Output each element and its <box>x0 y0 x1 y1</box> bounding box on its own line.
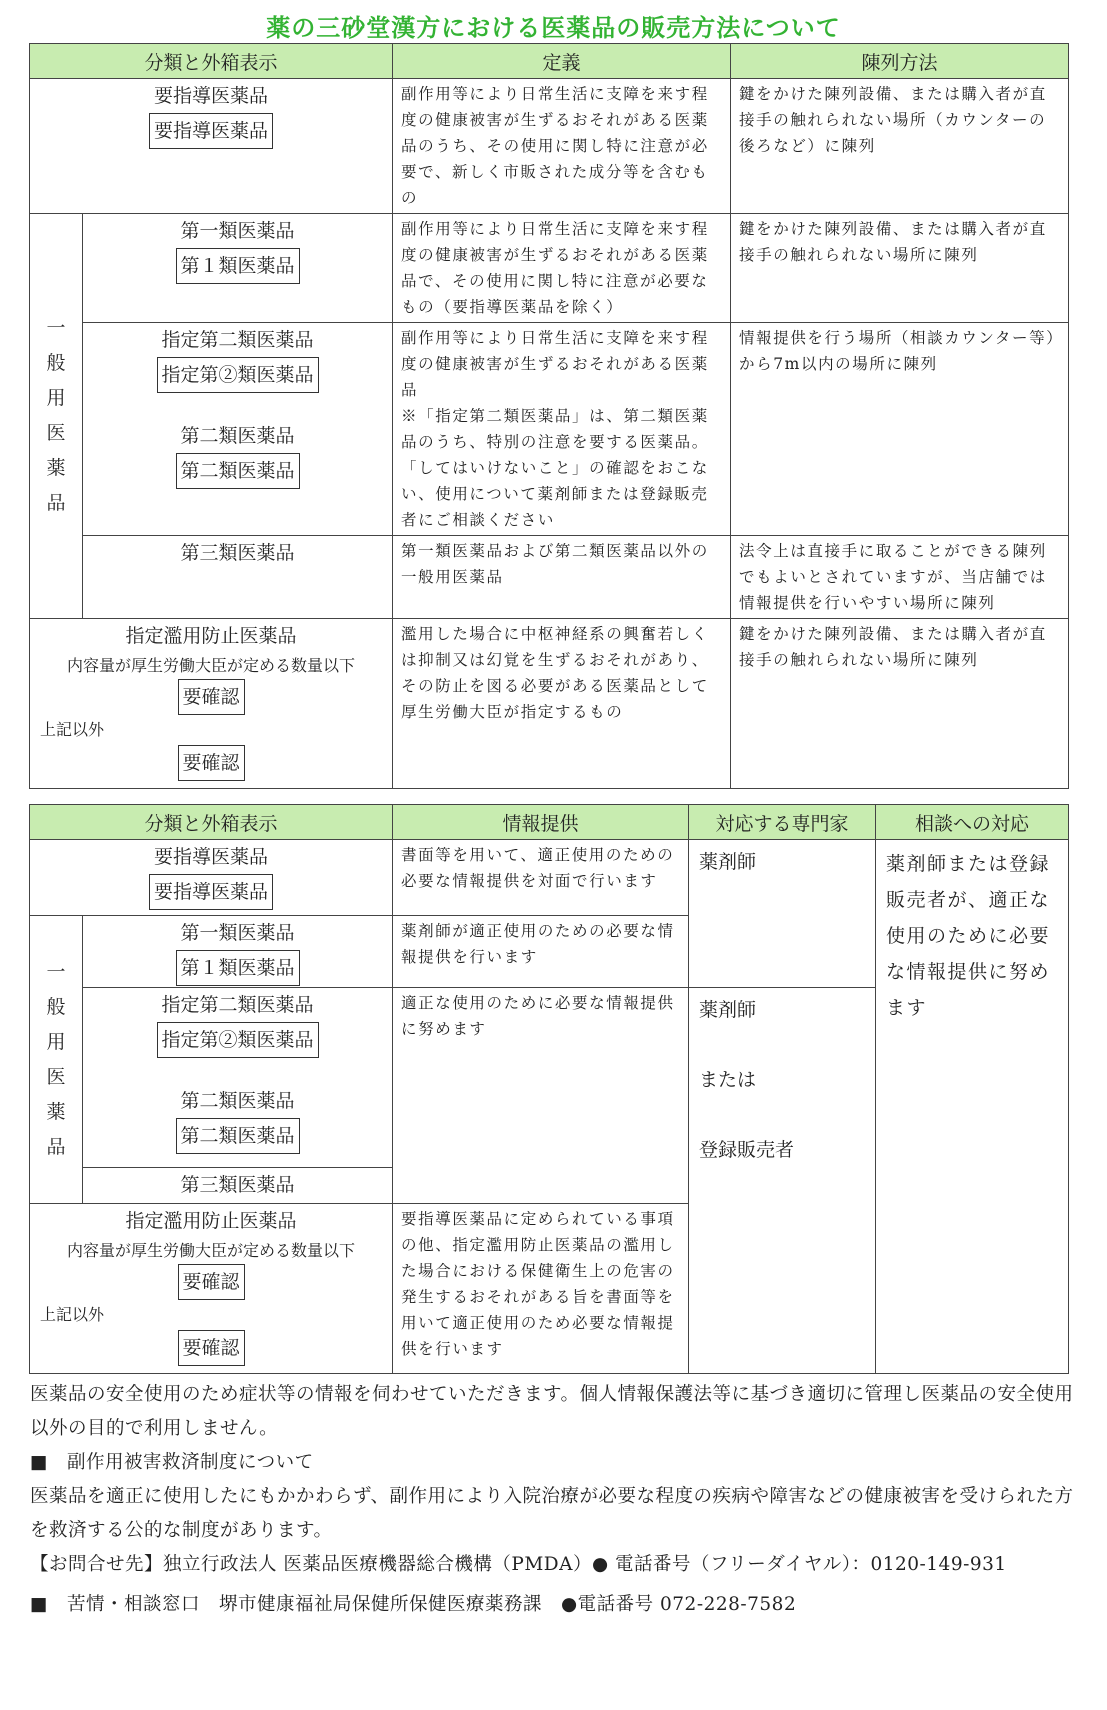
ranyou-sub: 内容量が厚生労働大臣が定める数量以下 <box>67 656 356 675</box>
t2-ranyou-label-1: 要確認 <box>178 1264 245 1300</box>
ippan-label: 一 般 用 医 薬 品 <box>30 214 83 619</box>
dai2-cell <box>83 323 393 536</box>
info-provision-table <box>29 804 1069 1374</box>
dai1-cell <box>83 214 393 323</box>
t2-youshidou-name: 要指導医薬品 <box>154 846 269 868</box>
t2-dai2-info: 適正な使用のために必要な情報提供に努めます <box>393 988 689 1204</box>
ranyou-label-1: 要確認 <box>178 679 245 715</box>
expert-pharmacist-or-seller <box>689 988 876 1374</box>
t2-dai1-info: 薬剤師が適正使用のための必要な情報提供を行います <box>393 916 689 988</box>
t2-ranyou-label-2: 要確認 <box>178 1330 245 1366</box>
dai1-definition: 副作用等により日常生活に支障を来す程度の健康被害が生ずるおそれがある医薬品で、その使用に関し特に注意が必要なもの（要指導医薬品を除く） <box>393 214 731 323</box>
relief-text: 医薬品を適正に使用したにもかかわらず、副作用により入院治療が必要な程度の疾病や障害などの健康被害を受けられた方を救済する公的な制度があります。 <box>30 1486 1074 1541</box>
t2-ranyou-cell <box>30 1204 393 1374</box>
t2-ippan-label: 一 般 用 医 薬 品 <box>30 916 83 1204</box>
shitei-dai2-name: 指定第二類医薬品 <box>161 329 314 351</box>
t2-dai1-name: 第一類医薬品 <box>180 922 295 944</box>
consult-text: 薬剤師または登録販売者が、適正な使用のために必要な情報提供に努めます <box>876 840 1069 1374</box>
dai2-name: 第二類医薬品 <box>180 425 295 447</box>
t2-dai2-cell <box>83 988 393 1168</box>
t2-dai2-label: 第二類医薬品 <box>176 1118 300 1154</box>
dai2-definition: 副作用等により日常生活に支障を来す程度の健康被害が生ずるおそれがある医薬品 ※「指定第二類医薬品」は、第二類医薬品のうち、特別の注意を要する医薬品。「してはいけないこと」の確認をおこない、使用について薬剤師または登録販売者にご相談ください <box>393 323 731 536</box>
youshidou-name: 要指導医薬品 <box>154 85 269 107</box>
header2-classification: 分類と外箱表示 <box>30 805 393 840</box>
t2-youshidou-cell <box>30 840 393 916</box>
youshidou-display: 鍵をかけた陳列設備、または購入者が直接手の触れられない場所（カウンターの後ろなど）に陳列 <box>731 79 1069 214</box>
t2-shitei-dai2-label: 指定第②類医薬品 <box>157 1022 319 1058</box>
t2-ranyou-other: 上記以外 <box>40 1305 105 1324</box>
page-title: 薬の三砂堂漢方における医薬品の販売方法について <box>266 14 841 42</box>
ranyou-name: 指定濫用防止医薬品 <box>125 625 297 647</box>
header2-expert: 対応する専門家 <box>689 805 876 840</box>
dai1-display: 鍵をかけた陳列設備、または購入者が直接手の触れられない場所に陳列 <box>731 214 1069 323</box>
youshidou-definition: 副作用等により日常生活に支障を来す程度の健康被害が生ずるおそれがある医薬品のうち、その使用に関し特に注意が必要で、新しく市販された成分等を含むもの <box>393 79 731 214</box>
ranyou-label-2: 要確認 <box>178 745 245 781</box>
t2-dai1-cell <box>83 916 393 988</box>
header2-info: 情報提供 <box>393 805 689 840</box>
footer <box>30 1378 1090 1622</box>
expert2-a: 薬剤師 <box>699 999 757 1021</box>
dai3-display: 法令上は直接手に取ることができる陳列でもよいとされていますが、当店舗では情報提供を行いやすい場所に陳列 <box>731 536 1069 619</box>
header-display: 陳列方法 <box>731 44 1069 79</box>
dai2-note: ※「指定第二類医薬品」は、第二類医薬品のうち、特別の注意を要する医薬品。「してはいけないこと」の確認をおこない、使用について薬剤師または登録販売者にご相談ください <box>401 407 709 529</box>
dai3-name: 第三類医薬品 <box>83 536 393 619</box>
dai3-definition: 第一類医薬品および第二類医薬品以外の一般用医薬品 <box>393 536 731 619</box>
relief-heading: ■ 副作用被害救済制度について <box>30 1452 314 1473</box>
dai1-name: 第一類医薬品 <box>180 220 295 242</box>
t2-dai2-name: 第二類医薬品 <box>180 1090 295 1112</box>
dai2-label: 第二類医薬品 <box>176 453 300 489</box>
header-classification: 分類と外箱表示 <box>30 44 393 79</box>
header-definition: 定義 <box>393 44 731 79</box>
expert2-c: 登録販売者 <box>699 1139 795 1161</box>
t2-youshidou-info: 書面等を用いて、適正使用のための必要な情報提供を対面で行います <box>393 840 689 916</box>
pmda-contact: 【お問合せ先】独立行政法人 医薬品医療機器総合機構（PMDA）● 電話番号（フリーダイヤル）：0120-149-931 <box>30 1554 1007 1575</box>
dai2-display: 情報提供を行う場所（相談カウンター等）から7m以内の場所に陳列 <box>731 323 1069 536</box>
youshidou-label: 要指導医薬品 <box>149 113 273 149</box>
header2-consult: 相談への対応 <box>876 805 1069 840</box>
ranyou-definition: 濫用した場合に中枢神経系の興奮若しくは抑制又は幻覚を生ずるおそれがあり、その防止を図る必要がある医薬品として厚生労働大臣が指定するもの <box>393 619 731 789</box>
shitei-dai2-label: 指定第②類医薬品 <box>157 357 319 393</box>
t2-ranyou-info: 要指導医薬品に定められている事項の他、指定濫用防止医薬品の濫用した場合における保健衛生上の危害の発生するおそれがある旨を書面等を用いて適正使用のため必要な情報提供を行います <box>393 1204 689 1374</box>
privacy-notice: 医薬品の安全使用のため症状等の情報を伺わせていただきます。個人情報保護法等に基づき適切に管理し医薬品の安全使用以外の目的で利用しません。 <box>30 1384 1074 1439</box>
t2-shitei-dai2-name: 指定第二類医薬品 <box>161 994 314 1016</box>
t2-dai3-name: 第三類医薬品 <box>83 1168 393 1204</box>
ranyou-display: 鍵をかけた陳列設備、または購入者が直接手の触れられない場所に陳列 <box>731 619 1069 789</box>
expert-pharmacist: 薬剤師 <box>689 840 876 988</box>
youshidou-cell <box>30 79 393 214</box>
t2-youshidou-label: 要指導医薬品 <box>149 874 273 910</box>
t2-dai1-label: 第１類医薬品 <box>176 950 300 986</box>
complaint-contact: ■ 苦情・相談窓口 堺市健康福祉局保健所保健医療薬務課 ●電話番号 072-228-7582 <box>30 1594 797 1615</box>
t2-ranyou-sub: 内容量が厚生労働大臣が定める数量以下 <box>67 1241 356 1260</box>
t2-ranyou-name: 指定濫用防止医薬品 <box>125 1210 297 1232</box>
dai1-label: 第１類医薬品 <box>176 248 300 284</box>
expert2-b: または <box>699 1069 757 1091</box>
sales-method-table <box>29 43 1069 789</box>
ranyou-other: 上記以外 <box>40 720 105 739</box>
ranyou-cell <box>30 619 393 789</box>
